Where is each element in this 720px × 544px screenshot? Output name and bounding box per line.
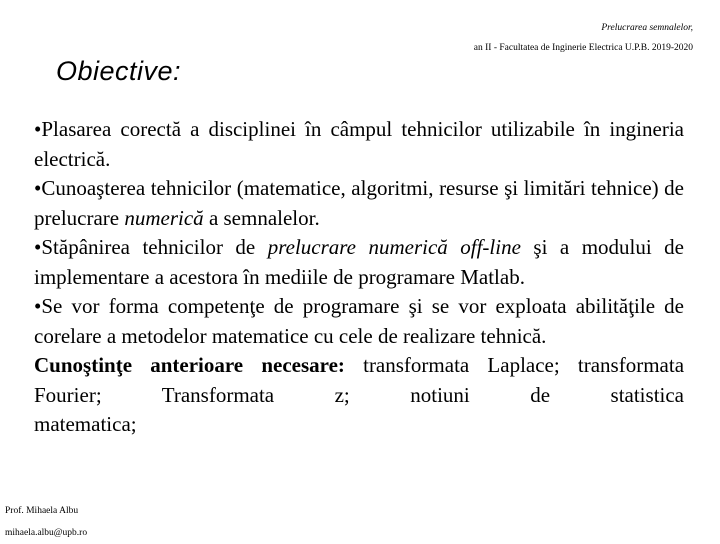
slide-title: Obiective: xyxy=(56,56,182,86)
objective-item-3 xyxy=(34,233,684,292)
slide-footer xyxy=(5,500,87,544)
objective-item-4 xyxy=(34,292,684,351)
bullet: • xyxy=(34,176,42,200)
course-info: an II - Facultatea de Inginerie Electrica U.P.B. 2019-2020 xyxy=(473,43,693,53)
bullet: • xyxy=(34,294,42,318)
objective-item-1 xyxy=(34,115,684,174)
prerequisites-text: transformata Laplace; transformata Fourier; Transformata z; notiuni de statistica xyxy=(34,353,685,407)
objective-text: Cunoaşterea tehnicilor (matematice, algoritmi, resurse şi limitări tehnice) de prelucrare xyxy=(34,176,684,230)
prerequisites-label: Cunoştinţe anterioare necesare: xyxy=(34,353,345,377)
slide-header xyxy=(474,18,693,58)
slide-body xyxy=(34,115,684,440)
objective-text: Se vor forma competenţe de programare şi se vor exploata abilităţile de corelare a metodelor matematice cu cele de realizare tehnică. xyxy=(34,294,684,348)
prerequisites-end: matematica; xyxy=(34,412,137,436)
bullet: • xyxy=(34,117,42,141)
objective-text: a semnalelor. xyxy=(203,205,320,230)
objective-emphasis: prelucrare numerică off-line xyxy=(267,235,521,259)
objective-text: şi a modului de implementare a acestora în mediile de programare Matlab. xyxy=(34,235,684,289)
objective-text: Stăpânirea tehnicilor de xyxy=(41,235,268,259)
course-name: Prelucrarea semnalelor, xyxy=(601,23,693,33)
objective-item-2 xyxy=(34,174,684,233)
objective-text: Plasarea corectă a disciplinei în câmpul tehnicilor utilizabile în ingineria electrică. xyxy=(34,117,684,171)
objective-emphasis: numerică xyxy=(124,205,204,230)
author-email: mihaela.albu@upb.ro xyxy=(5,528,88,538)
author-name: Prof. Mihaela Albu xyxy=(5,506,79,516)
prerequisites-paragraph xyxy=(34,351,684,410)
bullet: • xyxy=(34,235,42,259)
